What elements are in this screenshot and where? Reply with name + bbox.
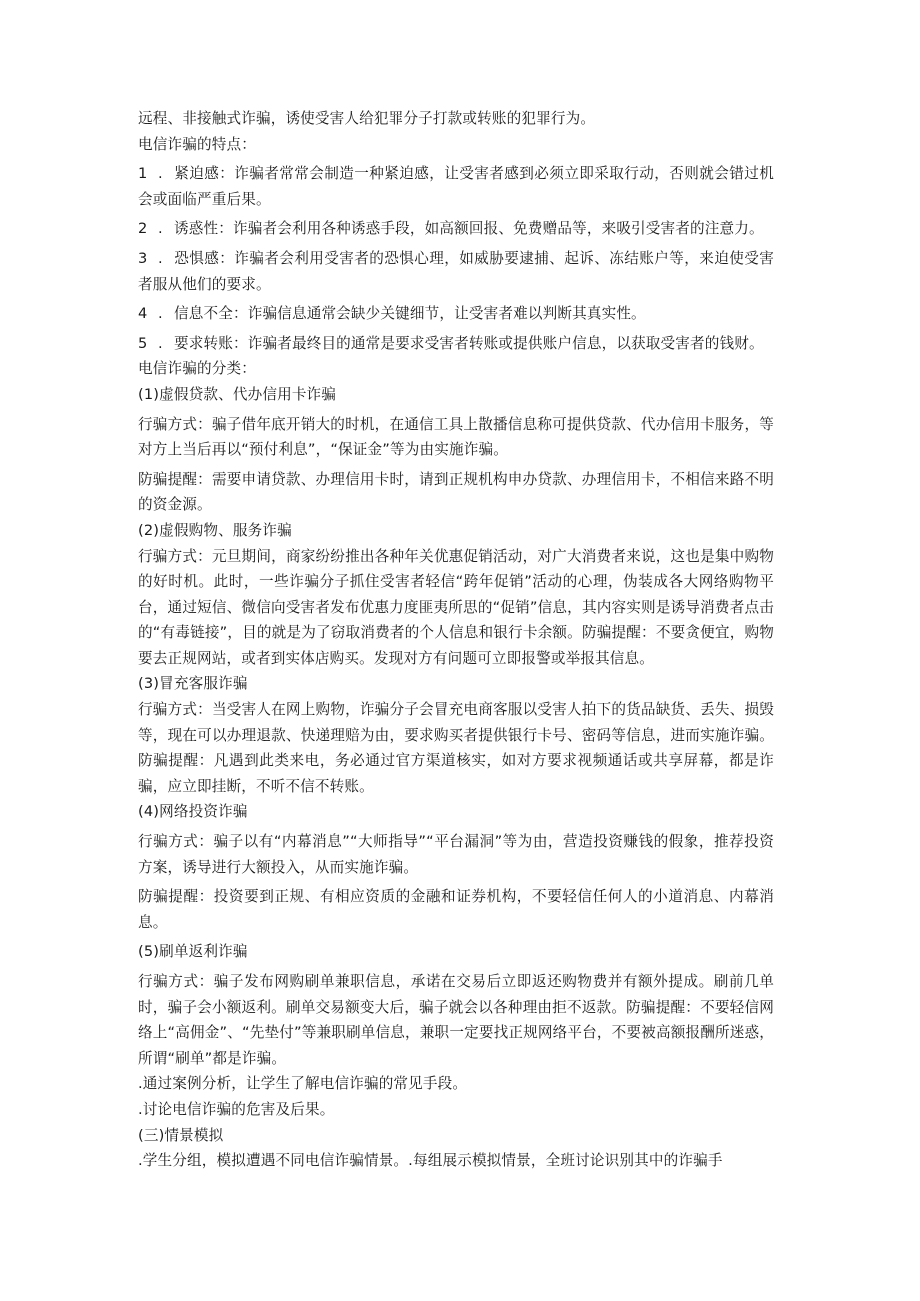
activity-case-analysis: .通过案例分析，让学生了解电信诈骗的常见手段。 xyxy=(138,1075,468,1093)
list-number: 2 xyxy=(138,220,148,238)
document-page xyxy=(138,106,774,1174)
feature-item-2: 2 . 诱惑性：诈骗者会利用各种诱惑手段，如高额回报、免费赠品等，来吸引受害者的注意力。 xyxy=(138,216,774,242)
category-heading-4: (4)网络投资诈骗 xyxy=(138,803,248,821)
list-item-text: 紧迫感：诈骗者常常会制造一种紧迫感，让受害者感到必须立即采取行动，否则就会错过机会或面临严重后果。 xyxy=(138,165,774,208)
category-1-tip: 防骗提醒：需要申请贷款、办理信用卡时，请到正规机构申办贷款、办理信用卡，不相信来路不明的资金源。 xyxy=(138,470,774,514)
list-number: 5 xyxy=(138,334,148,352)
section-heading-categories: 电信诈骗的分类： xyxy=(138,360,256,378)
category-1-method: 行骗方式：骗子借年底开销大的时机，在通信工具上散播信息称可提供贷款、代办信用卡服务，等对方上当后再以“预付利息”，“保证金”等为由实施诈骗。 xyxy=(138,415,774,459)
category-heading-3: (3)冒充客服诈骗 xyxy=(138,675,248,693)
section-heading-simulation: (三)情景模拟 xyxy=(138,1126,224,1144)
list-item-text: 信息不全：诈骗信息通常会缺少关键细节，让受害者难以判断其真实性。 xyxy=(174,305,646,323)
category-5-method: 行骗方式：骗子发布网购刷单兼职信息，承诺在交易后立即返还购物费并有额外提成。刷前几单时，骗子会小额返利。刷单交易额变大后，骗子就会以各种理由拒不返款。防骗提醒：不要轻信网络上“高佣金”、“先垫付”等兼职刷单信息，兼职一定要找正规网络平台，不要被高额报酬所迷惑，所谓“刷单”都是诈骗。 xyxy=(138,973,774,1067)
category-4-method: 行骗方式：骗子以有“内幕消息”“大师指导”“平台漏洞”等为由，营造投资赚钱的假象，推荐投资方案，诱导进行大额投入，从而实施诈骗。 xyxy=(138,833,774,876)
feature-item-5: 5 . 要求转账：诈骗者最终目的通常是要求受害者转账或提供账户信息，以获取受害者的钱财。 xyxy=(138,331,774,357)
category-heading-5: (5)刷单返利诈骗 xyxy=(138,943,248,961)
list-item-text: 要求转账：诈骗者最终目的通常是要求受害者转账或提供账户信息，以获取受害者的钱财。 xyxy=(174,334,764,352)
section-heading-features: 电信诈骗的特点： xyxy=(138,135,256,153)
feature-item-1: 1 . 紧迫感：诈骗者常常会制造一种紧迫感，让受害者感到必须立即采取行动，否则就会错过机会或面临严重后果。 xyxy=(138,161,774,212)
list-item-text: 恐惧感：诈骗者会利用受害者的恐惧心理，如威胁要逮捕、起诉、冻结账户等，来迫使受害者服从他们的要求。 xyxy=(138,249,774,293)
category-4-tip: 防骗提醒：投资要到正规、有相应资质的金融和证券机构，不要轻信任何人的小道消息、内幕消息。 xyxy=(138,888,774,931)
feature-item-3: 3 . 恐惧感：诈骗者会利用受害者的恐惧心理，如威胁要逮捕、起诉、冻结账户等，来迫使受害者服从他们的要求。 xyxy=(138,246,774,297)
list-item-text: 诱惑性：诈骗者会利用各种诱惑手段，如高额回报、免费赠品等，来吸引受害者的注意力。 xyxy=(174,220,764,238)
list-number: 4 xyxy=(138,305,148,323)
category-3-method: 行骗方式：当受害人在网上购物，诈骗分子会冒充电商客服以受害人拍下的货品缺货、丢失、损毁等，现在可以办理退款、快递理赔为由，要求购买者提供银行卡号、密码等信息，进而实施诈骗。防骗提醒：凡遇到此类来电，务必通过官方渠道核实，如对方要求视频通话或共享屏幕，都是诈骗，应立即挂断，不听不信不转账。 xyxy=(138,701,774,795)
category-2-method: 行骗方式：元旦期间，商家纷纷推出各种年关优惠促销活动，对广大消费者来说，这也是集中购物的好时机。此时，一些诈骗分子抓住受害者轻信“跨年促销”活动的心理，伪装成各大网络购物平台，通过短信、微信向受害者发布优惠力度匪夷所思的“促销”信息，其内容实则是诱导消费者点击的“有毒链接”，目的就是为了窃取消费者的个人信息和银行卡余额。防骗提醒：不要贪便宜，购物要去正规网站，或者到实体店购买。发现对方有问题可立即报警或举报其信息。 xyxy=(138,547,774,667)
list-number: 1 xyxy=(138,165,148,183)
intro-paragraph: 远程、非接触式诈骗，诱使受害人给犯罪分子打款或转账的犯罪行为。 xyxy=(138,110,596,127)
activity-simulation: .学生分组，模拟遭遇不同电信诈骗情景。.每组展示模拟情景，全班讨论识别其中的诈骗手 xyxy=(138,1152,723,1170)
category-heading-2: (2)虚假购物、服务诈骗 xyxy=(138,521,292,539)
feature-item-4: 4 . 信息不全：诈骗信息通常会缺少关键细节，让受害者难以判断其真实性。 xyxy=(138,301,774,327)
category-heading-1: (1)虚假贷款、代办信用卡诈骗 xyxy=(138,385,337,403)
activity-discussion: .讨论电信诈骗的危害及后果。 xyxy=(138,1100,335,1118)
list-number: 3 xyxy=(138,249,148,267)
